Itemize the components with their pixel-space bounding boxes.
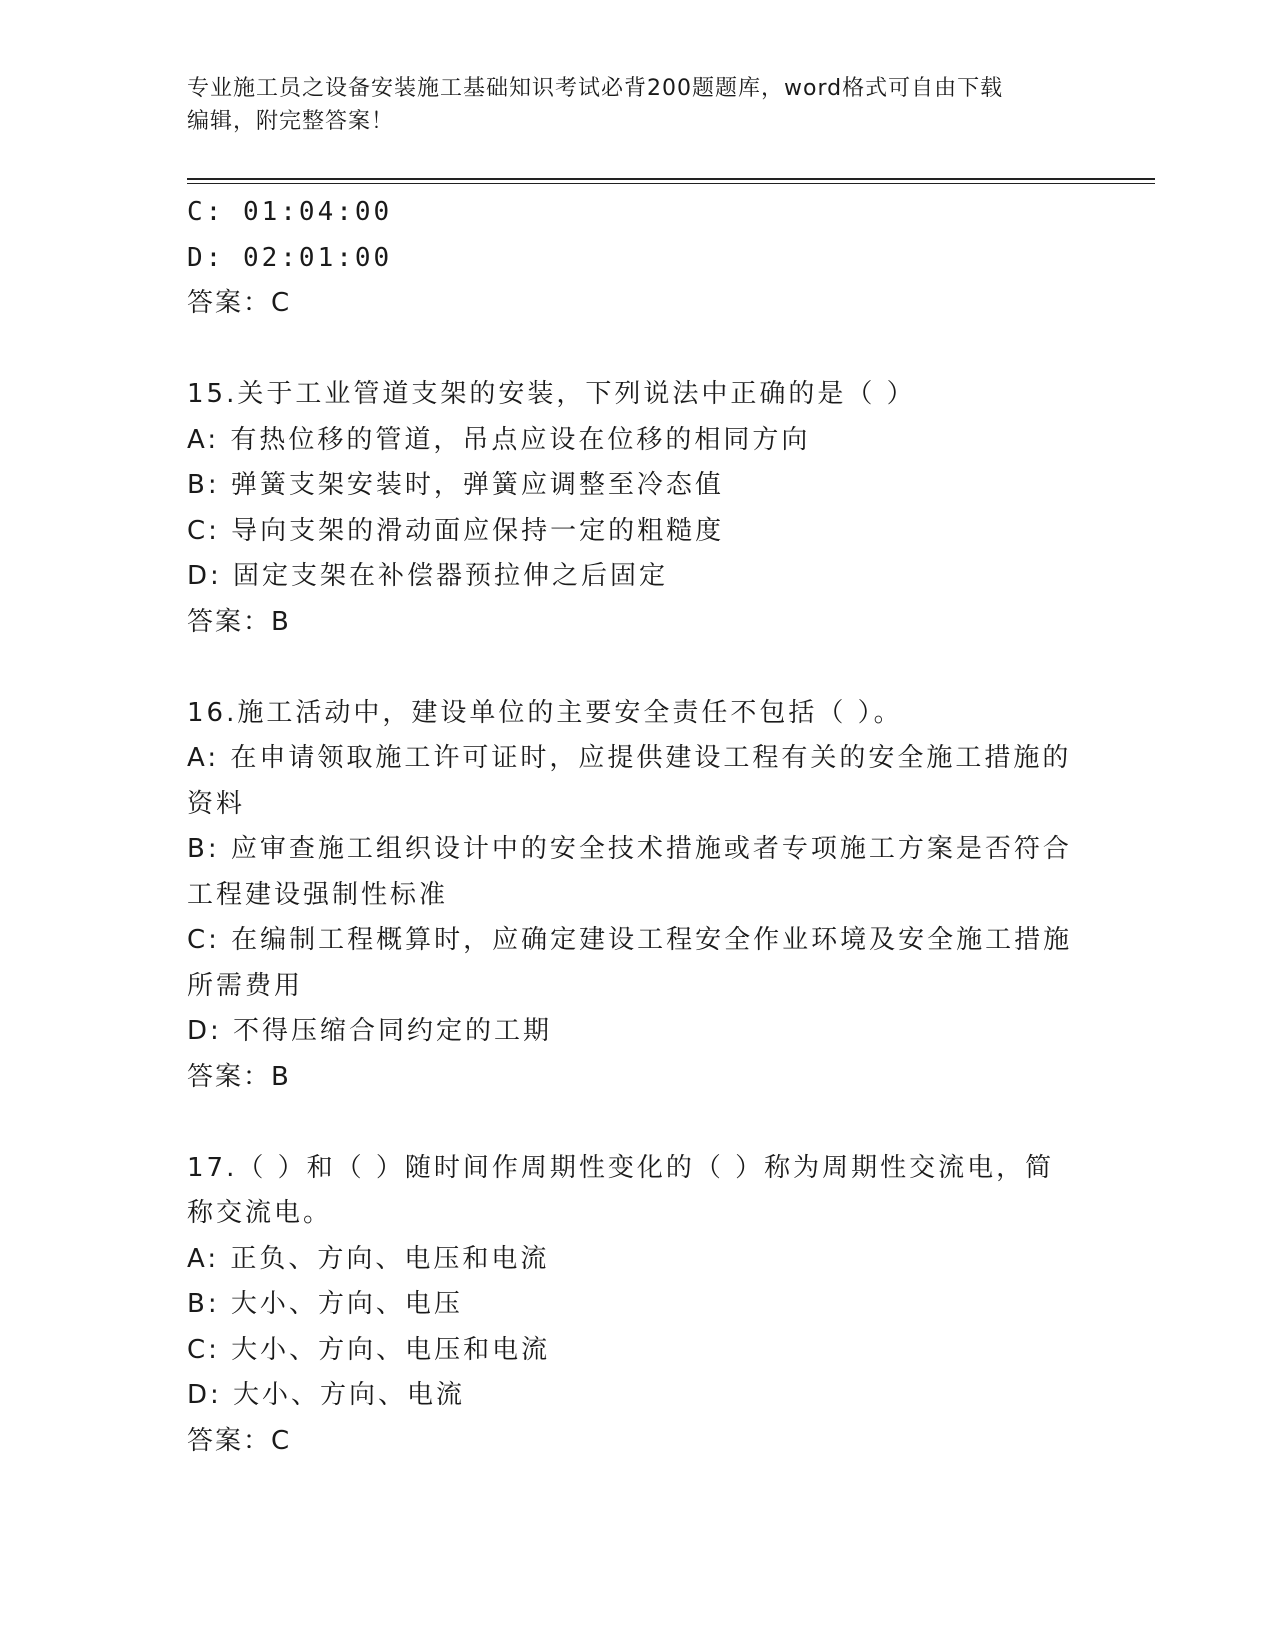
q15-option-d: D: 固定支架在补偿器预拉伸之后固定 xyxy=(187,561,669,591)
question-15 xyxy=(187,372,1087,645)
q15-stem: 15.关于工业管道支架的安装，下列说法中正确的是（ ） xyxy=(187,379,916,409)
q16-option-a-cont: 资料 xyxy=(187,788,246,819)
question-list xyxy=(187,190,1087,1464)
q15-option-a: A: 有热位移的管道，吊点应设在位移的相同方向 xyxy=(187,424,811,455)
q17-option-d: D: 大小、方向、电流 xyxy=(187,1380,466,1410)
q16-answer: 答案：B xyxy=(187,1061,291,1092)
header-title-line-2: 编辑，附完整答案！ xyxy=(187,109,395,134)
question-17 xyxy=(187,1146,1087,1465)
spacer xyxy=(187,327,1087,373)
q17-option-c: C: 大小、方向、电压和电流 xyxy=(187,1334,551,1365)
q17-stem: 17.（ ）和（ ）随时间作周期性变化的（ ）称为周期性交流电，简 xyxy=(187,1152,1055,1183)
spacer xyxy=(187,1100,1087,1146)
q16-option-a: A: 在申请领取施工许可证时，应提供建设工程有关的安全施工措施的 xyxy=(187,743,1072,773)
q14-option-c: C: 01:04:00 xyxy=(187,197,393,227)
q14-answer: 答案：C xyxy=(187,288,292,318)
q17-option-b: B: 大小、方向、电压 xyxy=(187,1289,463,1319)
q16-option-d: D: 不得压缩合同约定的工期 xyxy=(187,1016,553,1046)
q17-stem-cont: 称交流电。 xyxy=(187,1198,333,1228)
document-header xyxy=(187,72,1087,138)
q17-option-a: A: 正负、方向、电压和电流 xyxy=(187,1243,550,1274)
q16-option-c: C: 在编制工程概算时，应确定建设工程安全作业环境及安全施工措施 xyxy=(187,925,1073,955)
header-divider-thick xyxy=(187,178,1155,180)
q15-option-c: C: 导向支架的滑动面应保持一定的粗糙度 xyxy=(187,515,725,546)
q14-option-d: D: 02:01:00 xyxy=(187,242,393,273)
q16-stem: 16.施工活动中，建设单位的主要安全责任不包括（ ）。 xyxy=(187,697,903,728)
q16-option-b: B: 应审查施工组织设计中的安全技术措施或者专项施工方案是否符合 xyxy=(187,834,1072,864)
question-16 xyxy=(187,691,1087,1101)
header-divider-thin xyxy=(187,183,1155,184)
q17-answer: 答案：C xyxy=(187,1425,292,1456)
q15-answer: 答案：B xyxy=(187,606,291,637)
question-14 xyxy=(187,190,1087,327)
spacer xyxy=(187,645,1087,691)
q15-option-b: B: 弹簧支架安装时，弹簧应调整至冷态值 xyxy=(187,470,724,500)
q16-option-c-cont: 所需费用 xyxy=(187,970,304,1001)
header-title-line-1: 专业施工员之设备安装施工基础知识考试必背200题题库，word格式可自由下载 xyxy=(187,76,1004,101)
q16-option-b-cont: 工程建设强制性标准 xyxy=(187,879,449,910)
